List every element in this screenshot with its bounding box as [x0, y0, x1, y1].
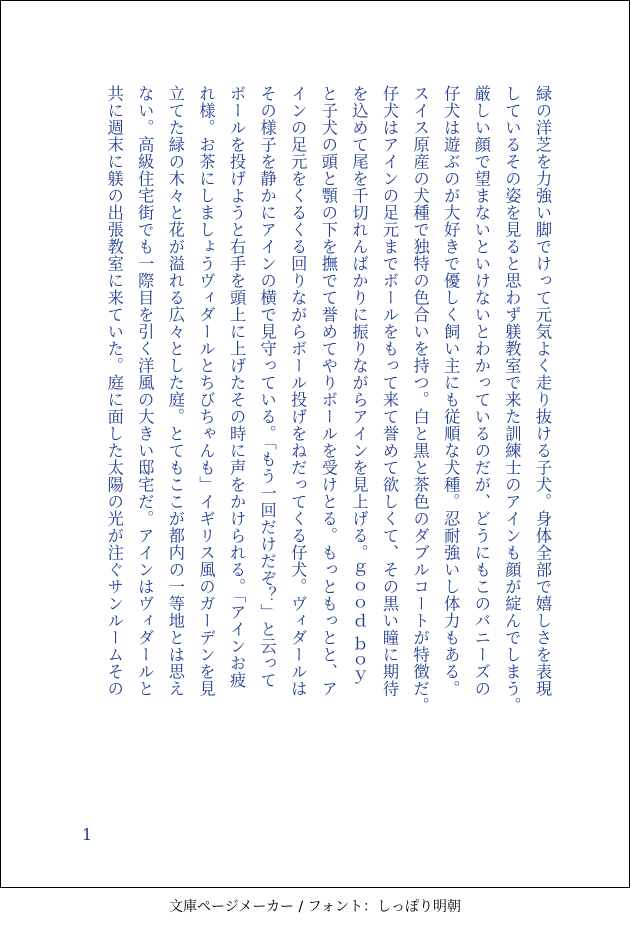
text-line: 厳しい顔で望まないといけないとわかっているのだが、どうにもこのバニーズの: [471, 85, 491, 697]
page-number: 1: [82, 825, 93, 844]
text-line: しているその姿を見ると思わず躾教室で来た訓練士のアインも顔が綻んでしまう。: [502, 85, 522, 714]
text-line: と子犬の頭と顎の下を撫でて誉めてやりボールを受けとる。もっともっとと、ア: [318, 85, 338, 697]
text-line: スイス原産の犬種で独特の色合いを持つ。白と黒と茶色のダブルコートが特徴だ。: [410, 85, 430, 714]
footer-caption: 文庫ページメーカー / フォント：しっぽり明朝: [169, 899, 461, 915]
text-line: ボールを投げようと右手を頭上に上げたその時に声をかけられる。「アインお疲: [227, 85, 247, 689]
text-line: 仔犬はアインの足元までボールをもって来て誉めて欲しくて、その黒い瞳に期待: [380, 85, 400, 697]
text-line: ない。高級住宅街でも一際目を引く洋風の大きい邸宅だ。アインはヴィダールと: [135, 85, 155, 697]
text-line: インの足元をくるくる回りながらボール投げをねだってくる仔犬。ヴィダールは: [288, 85, 308, 697]
text-line: その様子を静かにアインの横で見守っている。「もう一回だけだぞ？」と云って: [257, 85, 277, 689]
text-line: れ様。お茶にしましょうヴィダールとちびちゃんも」イギリス風のガーデンを見: [196, 85, 216, 697]
text-line: 立てた緑の木々と花が溢れる広々とした庭。とてもここが都内の一等地とは思え: [165, 85, 185, 697]
text-line: 緑の洋芝を力強い脚でけって元気よく走り抜ける子犬。身体全部で嬉しさを表現: [533, 85, 552, 697]
text-line: を込めて尾を千切れんばかりに振りながらアインを見上げる。ｇｏｏｄ ｂｏｙ: [349, 85, 369, 686]
text-line: 共に週末に躾の出張教室に来ていた。庭に面した太陽の光が注ぐサンルームその: [104, 85, 124, 697]
vertical-text-body: [77, 85, 557, 805]
text-line: 仔犬は遊ぶのが大好きで優しく飼い主にも従順な犬種。忍耐強いし体力もある。: [441, 85, 461, 697]
